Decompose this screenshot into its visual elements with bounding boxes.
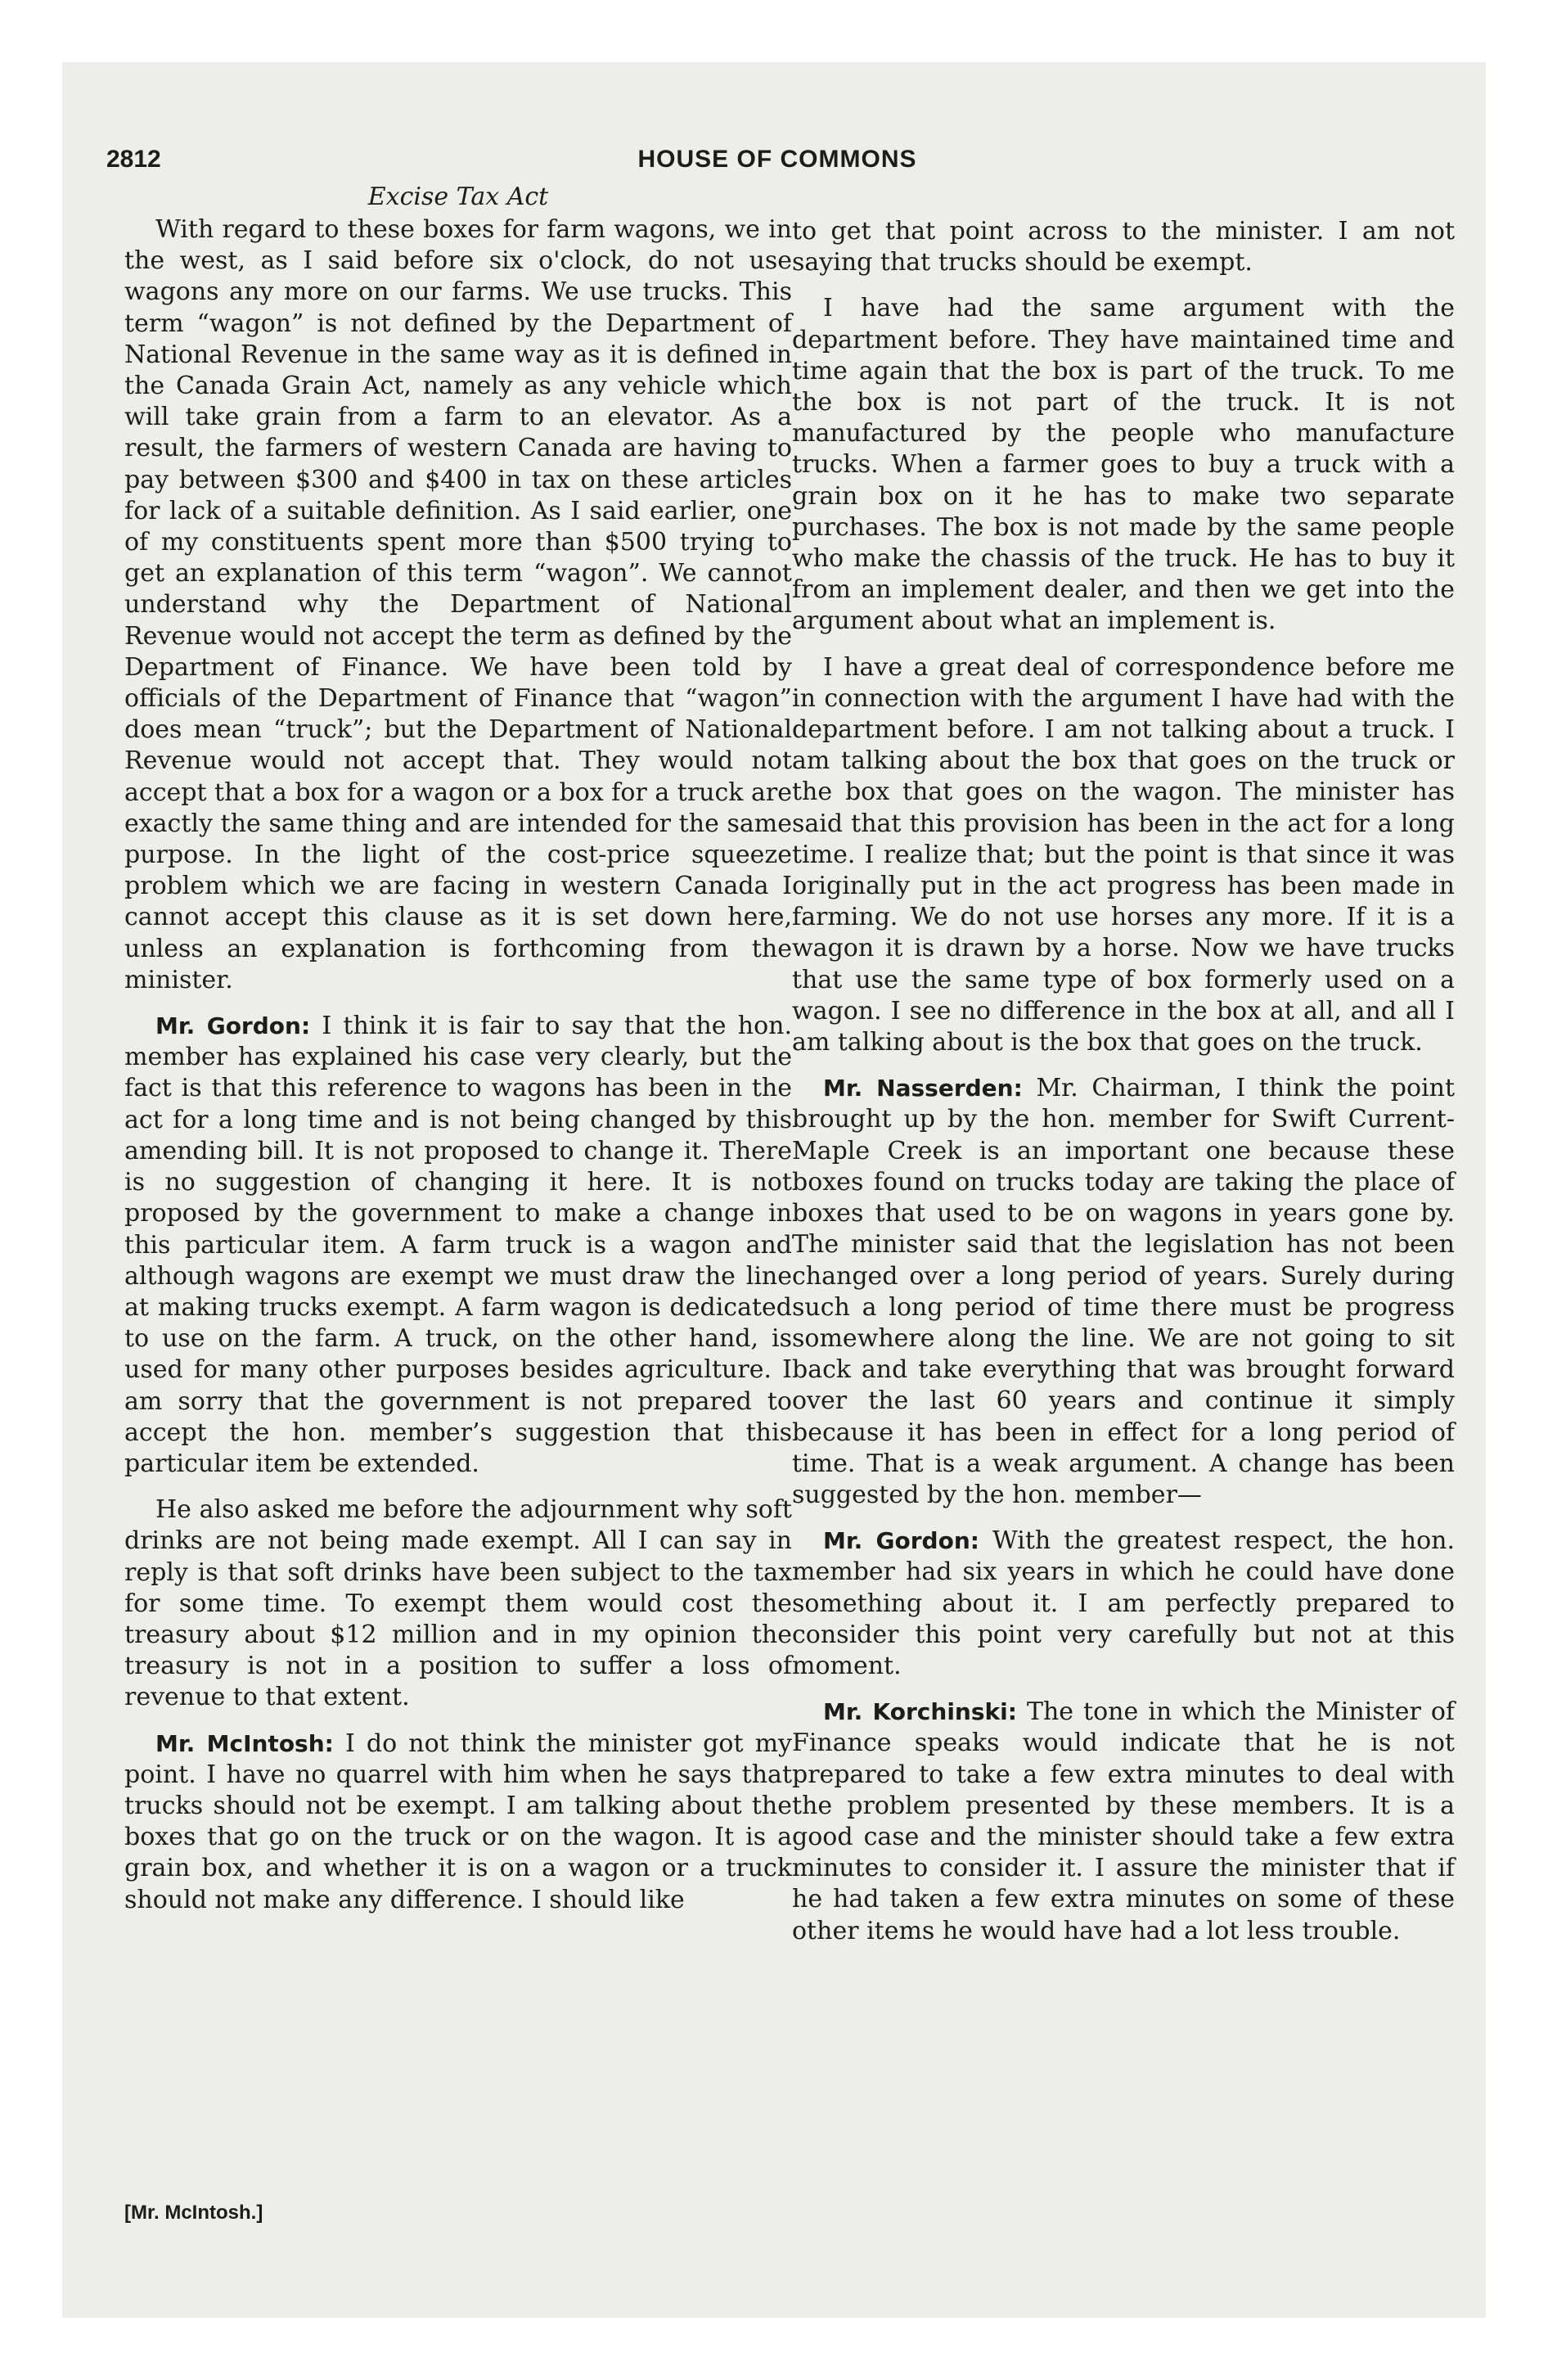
paragraph-text: I think it is fair to say that the hon. member has explained his case very clearly, but the fact is that this reference to wagons has been in the act for a long time and is not being changed by this amending bill. It is not proposed to change it. There is no suggestion of changing it here. It is not proposed by the government to make a change in this particular item. A farm truck is a wagon and although wagons are exempt we must draw the line at making trucks exempt. A farm wagon is dedicated to use on the farm. A truck, on the other hand, is used for many other purposes besides agriculture. I am sorry that the government is not prepared to accept the hon. member’s suggestion that this particular item be extended. bbox=[124, 1012, 792, 1478]
footer-note: [Mr. McIntosh.] bbox=[124, 2202, 263, 2224]
paragraph bbox=[792, 216, 1455, 278]
running-title: HOUSE OF COMMONS bbox=[637, 146, 917, 173]
paragraph bbox=[124, 1494, 792, 1713]
right-paragraphs bbox=[792, 216, 1455, 1947]
page-number: 2812 bbox=[106, 146, 161, 173]
paragraph bbox=[124, 1011, 792, 1480]
paragraph bbox=[792, 1697, 1455, 1947]
paragraph-text: He also asked me before the adjournment why soft drinks are not being made exempt. All I can say in reply is that soft drinks have been subject to the tax for some time. To exempt them would cost the treasury about $12 million and in my opinion the treasury is not in a position to suffer a loss of revenue to that extent. bbox=[124, 1495, 792, 1712]
paragraph bbox=[124, 214, 792, 996]
speaker-name: Mr. Korchinski: bbox=[823, 1698, 1017, 1726]
left-column bbox=[124, 182, 792, 1931]
paragraph-text: to get that point across to the minister. I am not saying that trucks should be exempt. bbox=[792, 217, 1455, 277]
speaker-name: Mr. McIntosh: bbox=[155, 1729, 334, 1757]
paragraph-text: I do not think the minister got my point. I have no quarrel with him when he says that trucks should not be exempt. I am talking about the boxes that go on the truck or on the wagon. It is a grain box, and whether it is on a wagon or a truck should not make any difference. I should like bbox=[124, 1729, 792, 1914]
right-column bbox=[792, 216, 1455, 1962]
paragraph bbox=[124, 1729, 792, 1916]
paragraph-text: I have had the same argument with the department before. They have maintained time and time again that the box is part of the truck. To me the box is not part of the truck. It is not manufactured by the people who manufacture trucks. When a farmer goes to buy a truck with a grain box on it he has to make two separate purchases. The box is not made by the same people who make the chassis of the truck. He has to buy it from an implement dealer, and then we get into the argument about what an implement is. bbox=[792, 294, 1455, 636]
paragraph-text: I have a great deal of correspondence before me in connection with the argument I have had with the department before. I am not talking about a truck. I am talking about the box that goes on the truck or the box that goes on the wagon. The minister has said that this provision has been in the act for a long time. I realize that; but the point is that since it was originally put in the act progress has been made in farming. We do not use horses any more. If it is a wagon it is drawn by a horse. Now we have trucks that use the same type of box formerly used on a wagon. I see no difference in the box at all, and all I am talking about is the box that goes on the truck. bbox=[792, 652, 1455, 1057]
left-paragraphs bbox=[124, 214, 792, 1916]
paragraph bbox=[792, 652, 1455, 1059]
paragraph bbox=[792, 293, 1455, 637]
paragraph-text: With the greatest respect, the hon. member had six years in which he could have done something about it. I am perfectly prepared to consider this point very carefully but not at this moment. bbox=[792, 1526, 1455, 1680]
speaker-name: Mr. Nasserden: bbox=[823, 1075, 1023, 1102]
paragraph-text: With regard to these boxes for farm wagons, we in the west, as I said before six o'clock, do not use wagons any more on our farms. We use trucks. This term “wagon” is not defined by the Department of National Revenue in the same way as it is defined in the Canada Grain Act, namely as any vehicle which will take grain from a farm to an elevator. As a result, the farmers of western Canada are having to pay between $300 and $400 in tax on these articles for lack of a suitable definition. As I said earlier, one of my constituents spent more than $500 trying to get an explanation of this term “wagon”. We cannot understand why the Department of National Revenue would not accept the term as defined by the Department of Finance. We have been told by officials of the Department of Finance that “wagon” does mean “truck”; but the Department of National Revenue would not accept that. They would not accept that a box for a wagon or a box for a truck are exactly the same thing and are intended for the same purpose. In the light of the cost-price squeeze problem which we are facing in western Canada I cannot accept this clause as it is set down here, unless an explanation is forthcoming from the minister. bbox=[124, 215, 792, 994]
page-header bbox=[106, 146, 1448, 185]
paragraph bbox=[792, 1526, 1455, 1682]
speaker-name: Mr. Gordon: bbox=[823, 1527, 979, 1555]
paragraph bbox=[792, 1073, 1455, 1511]
paragraph-text: Mr. Chairman, I think the point brought up by the hon. member for Swift Current-Maple Creek is an important one because these boxes found on trucks today are taking the place of boxes that used to be on wagons in years gone by. The minister said that the legislation has not been changed over a long period of years. Surely during such a long period of time there must be progress somewhere along the line. We are not going to sit back and take everything that was brought forward over the last 60 years and continue it simply because it has been in effect for a long period of time. That is a weak argument. A change has been suggested by the hon. member— bbox=[792, 1074, 1455, 1509]
speaker-name: Mr. Gordon: bbox=[155, 1012, 311, 1040]
paragraph-text: The tone in which the Minister of Finance speaks would indicate that he is not prepared to take a few extra minutes to deal with the problem presented by these members. It is a good case and the minister should take a few extra minutes to consider it. I assure the minister that if he had taken a few extra minutes on some of these other items he would have had a lot less trouble. bbox=[792, 1697, 1455, 1945]
section-title: Excise Tax Act bbox=[367, 183, 549, 211]
